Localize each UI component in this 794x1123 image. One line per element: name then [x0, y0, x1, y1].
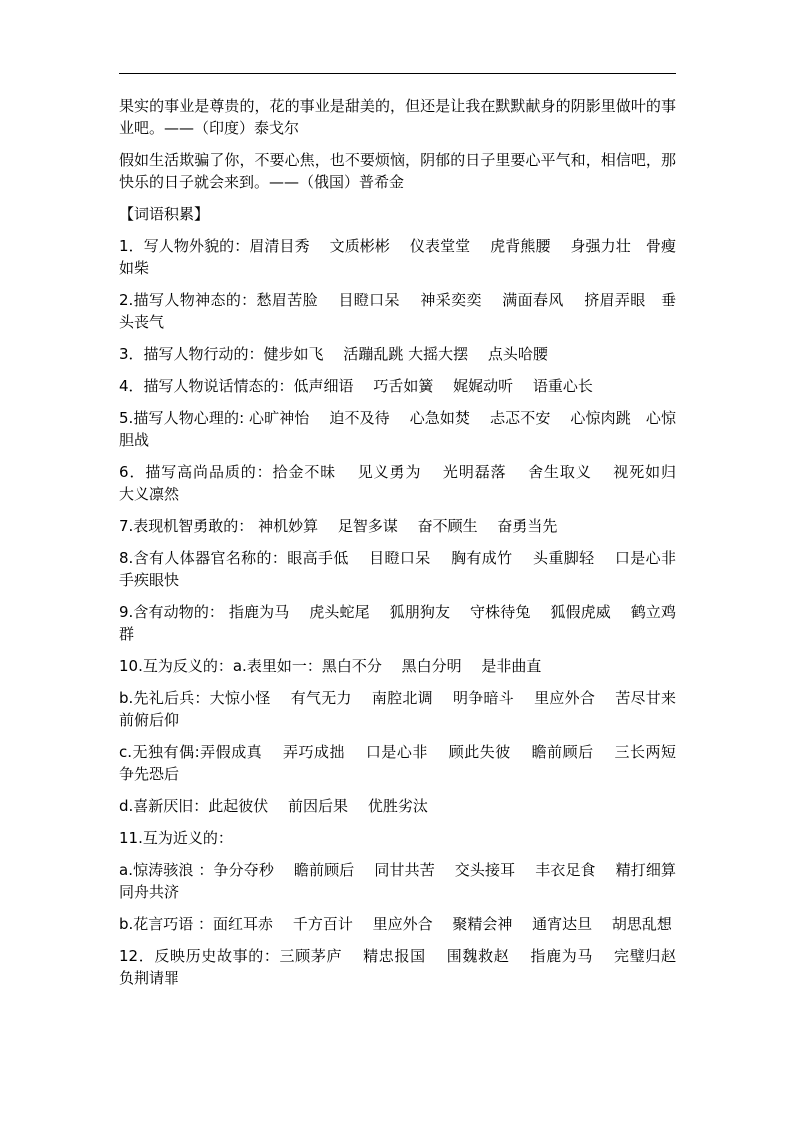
vocab-item-10: 10.互为反义的：a.表里如一：黑白不分 黑白分明 是非曲直 — [119, 657, 542, 675]
vocab-item-2: 2.描写人物神态的：愁眉苦脸 目瞪口呆 神采奕奕 满面春风 挤眉弄眼 垂头丧气 — [119, 291, 676, 331]
vocab-item-10b: b.先礼后兵：大惊小怪 有气无力 南腔北调 明争暗斗 里应外合 苦尽甘来 前俯后仰 — [119, 689, 696, 729]
vocab-item-10c: c.无独有偶:弄假成真 弄巧成拙 口是心非 顾此失彼 瞻前顾后 三长两短 争先恐后 — [119, 743, 696, 783]
vocab-item-9: 9.含有动物的： 指鹿为马 虎头蛇尾 狐朋狗友 守株待兔 狐假虎威 鹤立鸡群 — [119, 603, 676, 643]
vocab-item-3: 3．描写人物行动的：健步如飞 活蹦乱跳 大摇大摆 点头哈腰 — [119, 345, 548, 363]
section-title: 【词语积累】 — [119, 205, 210, 223]
vocab-item-4: 4．描写人物说话情态的：低声细语 巧舌如簧 娓娓动听 语重心长 — [119, 377, 593, 395]
vocab-item-1: 1．写人物外貌的：眉清目秀 文质彬彬 仪表堂堂 虎背熊腰 身强力壮 骨瘦如柴 — [119, 237, 676, 277]
vocab-item-8: 8.含有人体器官名称的：眼高手低 目瞪口呆 胸有成竹 头重脚轻 口是心非 手疾眼快 — [119, 549, 696, 589]
vocab-item-11: 11.互为近义的： — [119, 829, 233, 847]
document-body — [119, 95, 696, 999]
vocab-item-10d: d.喜新厌旧：此起彼伏 前因后果 优胜劣汰 — [119, 797, 428, 815]
vocab-item-7: 7.表现机智勇敢的： 神机妙算 足智多谋 奋不顾生 奋勇当先 — [119, 517, 558, 535]
vocab-item-11b: b.花言巧语 ：面红耳赤 千方百计 里应外合 聚精会神 通宵达旦 胡思乱想 — [119, 915, 672, 933]
quote-tagore: 果实的事业是尊贵的，花的事业是甜美的，但还是让我在默默献身的阴影里做叶的事业吧。——（印度）泰戈尔 — [119, 97, 676, 137]
vocab-item-5: 5.描写人物心理的: 心旷神怡 迫不及待 心急如焚 忐忑不安 心惊肉跳 心惊胆战 — [119, 409, 676, 449]
vocab-item-11a: a.惊涛骇浪 ：争分夺秒 瞻前顾后 同甘共苦 交头接耳 丰衣足食 精打细算 同舟共济 — [119, 861, 696, 901]
vocab-item-6: 6．描写高尚品质的：拾金不昧 见义勇为 光明磊落 舍生取义 视死如归 大义凛然 — [119, 463, 696, 503]
quote-pushkin: 假如生活欺骗了你，不要心焦，也不要烦恼，阴郁的日子里要心平气和，相信吧，那快乐的日子就会来到。——（俄国）普希金 — [119, 151, 676, 191]
vocab-item-12: 12．反映历史故事的：三顾茅庐 精忠报国 围魏救赵 指鹿为马 完璧归赵 负荆请罪 — [119, 947, 696, 987]
header-rule — [119, 73, 676, 74]
